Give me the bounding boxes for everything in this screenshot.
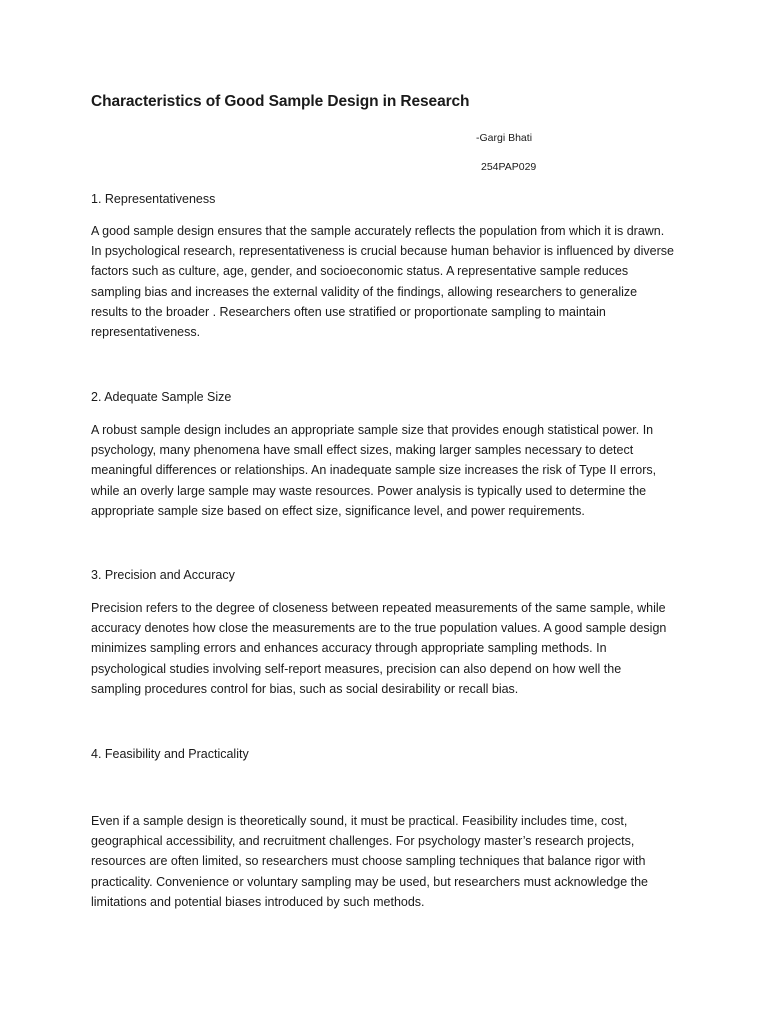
- roll-number: 254PAP029: [481, 161, 537, 173]
- section-paragraph-feasibility: [91, 811, 681, 912]
- section-heading-representativeness: 1. Representativeness: [91, 192, 216, 206]
- section-paragraph-representativeness: [91, 221, 681, 342]
- paragraph-line: In psychological research, representativeness is crucial because human behavior is influenced by diverse: [91, 244, 674, 259]
- paragraph-line: meaningful differences or relationships. An inadequate sample size increases the risk of Type II errors,: [91, 463, 657, 478]
- paragraph-line: geographical accessibility, and recruitment challenges. For psychology master’s research projects,: [91, 834, 635, 849]
- paragraph-line: psychological studies involving self-report measures, precision can also depend on how well the: [91, 661, 622, 676]
- paragraph-line: sampling bias and increases the external validity of the findings, allowing researchers to generalize: [91, 284, 638, 299]
- paragraph-line: resources are often limited, so researchers must choose sampling techniques that balance rigor with: [91, 854, 646, 869]
- paragraph-line: sampling procedures control for bias, such as social desirability or recall bias.: [91, 681, 519, 696]
- section-paragraph-sample-size: [91, 420, 681, 521]
- paragraph-line: accuracy denotes how close the measurements are to the true population values. A good sample design: [91, 621, 667, 636]
- paragraph-line: A good sample design ensures that the sample accurately reflects the population from which it is drawn.: [91, 224, 665, 238]
- section-heading-sample-size: 2. Adequate Sample Size: [91, 390, 232, 404]
- paragraph-line: psychology, many phenomena have small effect sizes, making larger samples necessary to detect: [91, 443, 634, 458]
- paragraph-line: minimizes sampling errors and enhances accuracy through appropriate sampling methods. In: [91, 641, 607, 656]
- paragraph-line: appropriate sample size based on effect size, significance level, and power requirements.: [91, 503, 585, 518]
- paragraph-line: limitations and potential biases introduced by such methods.: [91, 894, 425, 909]
- paragraph-line: practicality. Convenience or voluntary sampling may be used, but researchers must acknowledge the: [91, 874, 648, 889]
- document-title: Characteristics of Good Sample Design in Research: [91, 93, 470, 110]
- paragraph-line: representativeness.: [91, 325, 201, 340]
- paragraph-line: A robust sample design includes an appropriate sample size that provides enough statistical power. In: [91, 423, 654, 437]
- section-heading-feasibility: 4. Feasibility and Practicality: [91, 747, 249, 761]
- author-name: -Gargi Bhati: [476, 132, 533, 144]
- paragraph-line: factors such as culture, age, gender, and socioeconomic status. A representative sample reduces: [91, 264, 629, 279]
- paragraph-line: results to the broader . Researchers often use stratified or proportionate sampling to maintain: [91, 304, 606, 319]
- section-paragraph-precision-accuracy: [91, 598, 681, 699]
- paragraph-line: Even if a sample design is theoretically sound, it must be practical. Feasibility includes time, cost,: [91, 814, 628, 828]
- section-heading-precision-accuracy: 3. Precision and Accuracy: [91, 568, 235, 582]
- paragraph-line: Precision refers to the degree of closeness between repeated measurements of the same sample, while: [91, 601, 666, 615]
- paragraph-line: while an overly large sample may waste resources. Power analysis is typically used to determine the: [91, 483, 647, 498]
